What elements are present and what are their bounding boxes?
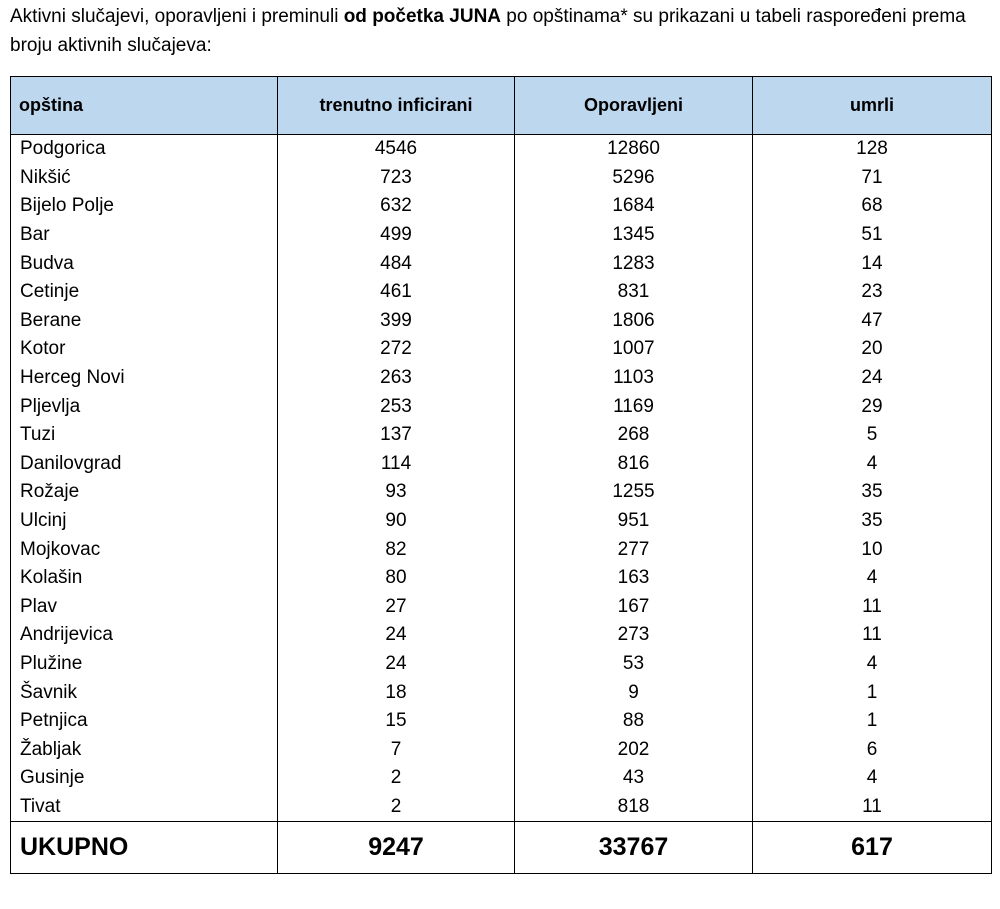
recovered-cell: 1283 [515,249,753,278]
table-row [11,707,992,736]
deceased-cell: 35 [753,478,992,507]
active-cell: 24 [278,621,515,650]
deceased-cell: 24 [753,364,992,393]
recovered-cell: 273 [515,621,753,650]
deceased-cell: 10 [753,535,992,564]
municipality-cell: Plužine [11,650,278,679]
table-row [11,621,992,650]
municipality-cell: Kolašin [11,564,278,593]
intro-text-start: Aktivni slučajevi, oporavljeni i preminuli [10,6,344,27]
municipality-cell: Bar [11,221,278,250]
municipality-cell: Herceg Novi [11,364,278,393]
recovered-cell: 831 [515,278,753,307]
deceased-cell: 4 [753,764,992,793]
recovered-cell: 816 [515,450,753,479]
active-cell: 4546 [278,135,515,164]
deceased-cell: 14 [753,249,992,278]
recovered-cell: 1169 [515,392,753,421]
deceased-cell: 6 [753,735,992,764]
municipality-cell: Rožaje [11,478,278,507]
deceased-cell: 11 [753,793,992,822]
table-row [11,450,992,479]
active-cell: 7 [278,735,515,764]
municipality-cell: Tivat [11,793,278,822]
municipality-cell: Gusinje [11,764,278,793]
deceased-cell: 4 [753,450,992,479]
active-cell: 137 [278,421,515,450]
table-row [11,221,992,250]
active-cell: 484 [278,249,515,278]
municipality-cell: Mojkovac [11,535,278,564]
deceased-cell: 23 [753,278,992,307]
municipality-stats-table [10,76,992,874]
recovered-cell: 5296 [515,164,753,193]
active-cell: 27 [278,593,515,622]
recovered-cell: 818 [515,793,753,822]
active-cell: 24 [278,650,515,679]
deceased-cell: 5 [753,421,992,450]
active-cell: 253 [278,392,515,421]
recovered-cell: 43 [515,764,753,793]
active-cell: 2 [278,793,515,822]
header-municipality: opština [11,77,278,135]
deceased-cell: 20 [753,335,992,364]
deceased-cell: 35 [753,507,992,536]
municipality-cell: Cetinje [11,278,278,307]
deceased-cell: 128 [753,135,992,164]
recovered-cell: 951 [515,507,753,536]
active-cell: 2 [278,764,515,793]
table-row [11,678,992,707]
total-recovered: 33767 [515,822,753,874]
recovered-cell: 202 [515,735,753,764]
recovered-cell: 1255 [515,478,753,507]
table-row [11,392,992,421]
deceased-cell: 51 [753,221,992,250]
header-active: trenutno inficirani [278,77,515,135]
total-row [11,822,992,874]
table-row [11,164,992,193]
table-row [11,735,992,764]
table-row [11,192,992,221]
recovered-cell: 268 [515,421,753,450]
table-row [11,764,992,793]
active-cell: 723 [278,164,515,193]
recovered-cell: 1806 [515,307,753,336]
municipality-cell: Plav [11,593,278,622]
recovered-cell: 1007 [515,335,753,364]
deceased-cell: 1 [753,707,992,736]
table-row [11,421,992,450]
municipality-cell: Budva [11,249,278,278]
recovered-cell: 277 [515,535,753,564]
table-row [11,593,992,622]
municipality-cell: Šavnik [11,678,278,707]
header-recovered: Oporavljeni [515,77,753,135]
table-row [11,650,992,679]
municipality-cell: Nikšić [11,164,278,193]
intro-paragraph [10,2,970,60]
table-row [11,307,992,336]
deceased-cell: 68 [753,192,992,221]
municipality-cell: Berane [11,307,278,336]
active-cell: 461 [278,278,515,307]
municipality-cell: Petnjica [11,707,278,736]
total-deceased: 617 [753,822,992,874]
table-row [11,478,992,507]
active-cell: 82 [278,535,515,564]
active-cell: 263 [278,364,515,393]
recovered-cell: 1684 [515,192,753,221]
municipality-cell: Kotor [11,335,278,364]
table-row [11,507,992,536]
table-header-row [11,77,992,135]
municipality-cell: Pljevlja [11,392,278,421]
deceased-cell: 4 [753,650,992,679]
table-row [11,793,992,822]
total-active: 9247 [278,822,515,874]
header-deceased: umrli [753,77,992,135]
municipality-cell: Bijelo Polje [11,192,278,221]
recovered-cell: 12860 [515,135,753,164]
municipality-cell: Ulcinj [11,507,278,536]
active-cell: 114 [278,450,515,479]
recovered-cell: 9 [515,678,753,707]
active-cell: 93 [278,478,515,507]
active-cell: 80 [278,564,515,593]
table-row [11,364,992,393]
table-row [11,335,992,364]
intro-text-end: po opštinama* su prikazani u tabeli raspoređeni prema broju aktivnih slučajeva: [10,6,966,56]
municipality-cell: Žabljak [11,735,278,764]
deceased-cell: 1 [753,678,992,707]
active-cell: 90 [278,507,515,536]
table-row [11,564,992,593]
active-cell: 272 [278,335,515,364]
deceased-cell: 47 [753,307,992,336]
recovered-cell: 163 [515,564,753,593]
table-row [11,135,992,164]
municipality-cell: Danilovgrad [11,450,278,479]
recovered-cell: 1103 [515,364,753,393]
municipality-cell: Podgorica [11,135,278,164]
recovered-cell: 53 [515,650,753,679]
table-row [11,535,992,564]
municipality-cell: Tuzi [11,421,278,450]
total-label: UKUPNO [11,822,278,874]
active-cell: 399 [278,307,515,336]
deceased-cell: 11 [753,593,992,622]
deceased-cell: 4 [753,564,992,593]
table-row [11,278,992,307]
intro-text-bold: od početka JUNA [343,6,502,27]
table-row [11,249,992,278]
active-cell: 18 [278,678,515,707]
recovered-cell: 167 [515,593,753,622]
table-body [11,135,992,822]
active-cell: 499 [278,221,515,250]
recovered-cell: 1345 [515,221,753,250]
recovered-cell: 88 [515,707,753,736]
deceased-cell: 11 [753,621,992,650]
active-cell: 632 [278,192,515,221]
deceased-cell: 71 [753,164,992,193]
active-cell: 15 [278,707,515,736]
municipality-cell: Andrijevica [11,621,278,650]
deceased-cell: 29 [753,392,992,421]
